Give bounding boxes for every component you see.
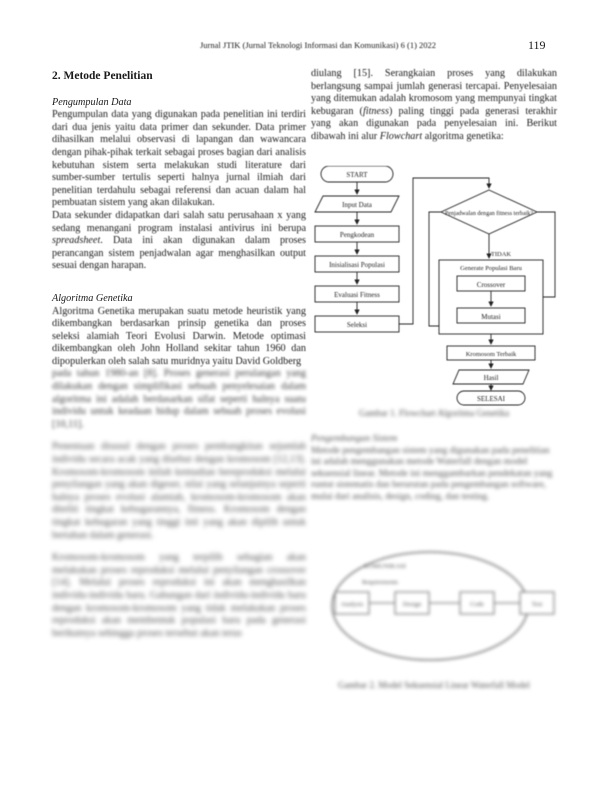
flow-end-label: SELESAI bbox=[477, 395, 505, 403]
waterfall-svg bbox=[325, 548, 560, 663]
subheading-pengembangan-sistem: Pengembangan Sistem bbox=[311, 434, 398, 444]
flow-init-label: Inisialisasi Populasi bbox=[329, 261, 385, 269]
flow-result-label: Hasil bbox=[483, 374, 499, 382]
flow-input-label: Input Data bbox=[342, 201, 372, 209]
subheading-algoritma-genetika: Algoritma Genetika bbox=[52, 292, 133, 304]
right-column-text bbox=[311, 68, 557, 144]
paragraph-blurred-1: pada tahun 1980-an [8]. Proses generasi perulangan yang dilakukan dengan simplifikasi sebuah penyelesaian dalam algoritma ini adalah berdasarkan sifat seperti halnya suatu individu untuk keadaan hidup dalam sebuah proses evolusi [10,11]. bbox=[52, 368, 306, 430]
paragraph-iteration: diulang [15]. Serangkaian proses yang dilakukan berlangsung sampai jumlah generasi tercapai. Penyelesaian yang ditemukan adalah kromosom yang mempunyai tingkat kebugaran (fitness) paling tinggi pada generasi terakhir yang akan digunakan pada penyelesaian ini. Berikut dibawah ini alur Flowchart algoritma genetika: bbox=[311, 68, 557, 142]
flow-encode-label: Pengkodean bbox=[339, 231, 375, 239]
journal-title: Jurnal JTIK (Jurnal Teknologi Informasi dan Komunikasi) 6 (1) 2022 bbox=[200, 40, 437, 50]
page-number: 119 bbox=[528, 38, 546, 52]
flow-tidak-label: TIDAK bbox=[490, 251, 512, 258]
flow-decision-label: Penjadwalan dengan fitness terbaik? bbox=[445, 211, 533, 217]
flow-mutation-label: Mutasi bbox=[481, 313, 501, 321]
section-title: 2. Metode Penelitian bbox=[52, 70, 153, 82]
flowchart-figure bbox=[311, 166, 561, 406]
waterfall-box-1: Analysis bbox=[340, 601, 364, 608]
waterfall-box-3: Code bbox=[470, 601, 484, 608]
waterfall-sub: Requirements bbox=[361, 579, 399, 586]
paragraph-secondary-data: Data sekunder didapatkan dari salah satu perusahaan x yang sedang menangani program instalasi antivirus ini berupa spreadsheet. Data ini akan digunakan dalam proses perancangan sistem penjadwalan agar menghasilkan output sesuai dengan harapan. bbox=[52, 209, 306, 272]
flow-best-label: Kromosom Terbaik bbox=[465, 351, 517, 358]
flow-start-label: START bbox=[346, 171, 368, 179]
flow-crossover-label: Crossover bbox=[476, 281, 506, 289]
flow-generate-label: Generate Populasi Baru bbox=[460, 265, 522, 272]
flow-select-label: Seleksi bbox=[346, 321, 368, 329]
paragraph-genetic-algorithm: Algoritma Genetika merupakan suatu metode heuristik yang dikembangkan berdasarkan prinsip genetika dan proses seleksi alamiah Teori Evolusi Darwin. Metode optimasi dikembangkan oleh John Holland sekitar tahun 1960 dan dipopulerkan oleh salah satu muridnya yaitu David Goldberg bbox=[52, 305, 306, 367]
system-development-section bbox=[311, 434, 557, 503]
waterfall-figure bbox=[325, 548, 560, 663]
figure-2-caption: Gambar 2. Model Sekuensial Linear Waterfall Model bbox=[338, 680, 530, 690]
flow-eval-label: Evaluasi Fitness bbox=[334, 291, 380, 299]
paragraph-blurred-2: Penentuan disusul dengan proses pembangkitan sejumlah individu secara acak yang disebut dengan kromosom [12,13]. Kromosom-kromosom inilah kemudian bereproduksi melalui penyilangan yang akan digeser, nilai yang selanjutnya seperti halnya proses evolusi alamiah, kromosom-kromosom akan diteliti tingkat kebugarannya, fitness. Kromosom dengan tingkat kebugaran yang tinggi inti yang akan dipilih untuk bertahan dalam generasi. bbox=[52, 441, 306, 541]
flowchart-svg bbox=[311, 166, 561, 406]
waterfall-box-2: Design bbox=[402, 601, 422, 608]
paragraph-blurred-3: Kromosom-kromosom yang terpilih sebagian akan melakukan proses reproduksi melalui penyilangan crossover [14]. Melalui proses reproduksi ini akan menghasilkan individu-individu baru. Gabungan dari individu-individu baru dengan kromosom-kromosom yang tidak melakukan proses reproduksi akan membentuk populasi baru pada generasi berikutnya sehingga proses tersebut akan terus bbox=[52, 552, 306, 639]
waterfall-label: KOMUNIKASI bbox=[364, 563, 406, 570]
subheading-pengumpulan-data: Pengumpulan Data bbox=[52, 96, 132, 108]
paragraph-data-collection: Pengumpulan data yang digunakan pada penelitian ini terdiri dari dua jenis yaitu data primer dan sekunder. Data primer dihasilkan melalui observasi di lapangan dan wawancara dengan pihak-pihak terkait sebagai proses bagian dari analisis kebutuhan sistem serta melakukan studi literature dari sumber-sumber tertulis seperti halnya jurnal ilmiah dari penelitian terdahulu sebagai referensi dan acuan dalam hal pembuatan sistem yang akan dilakukan. bbox=[52, 109, 306, 209]
paragraph-waterfall: Metode pengembangan sistem yang digunakan pada penelitian ini adalah menggunakan metode Waterfall dengan model sekuensial linear. Metode ini menggambarkan pendekatan yang runtut sistematis dan berurutan pada pengembangan software, mulai dari analisis, design, coding, dan testing. bbox=[311, 445, 553, 502]
left-column bbox=[52, 68, 306, 640]
waterfall-box-4: Test bbox=[531, 601, 543, 608]
figure-1-caption: Gambar 1. Flowchart Algoritma Genetika bbox=[358, 408, 510, 418]
